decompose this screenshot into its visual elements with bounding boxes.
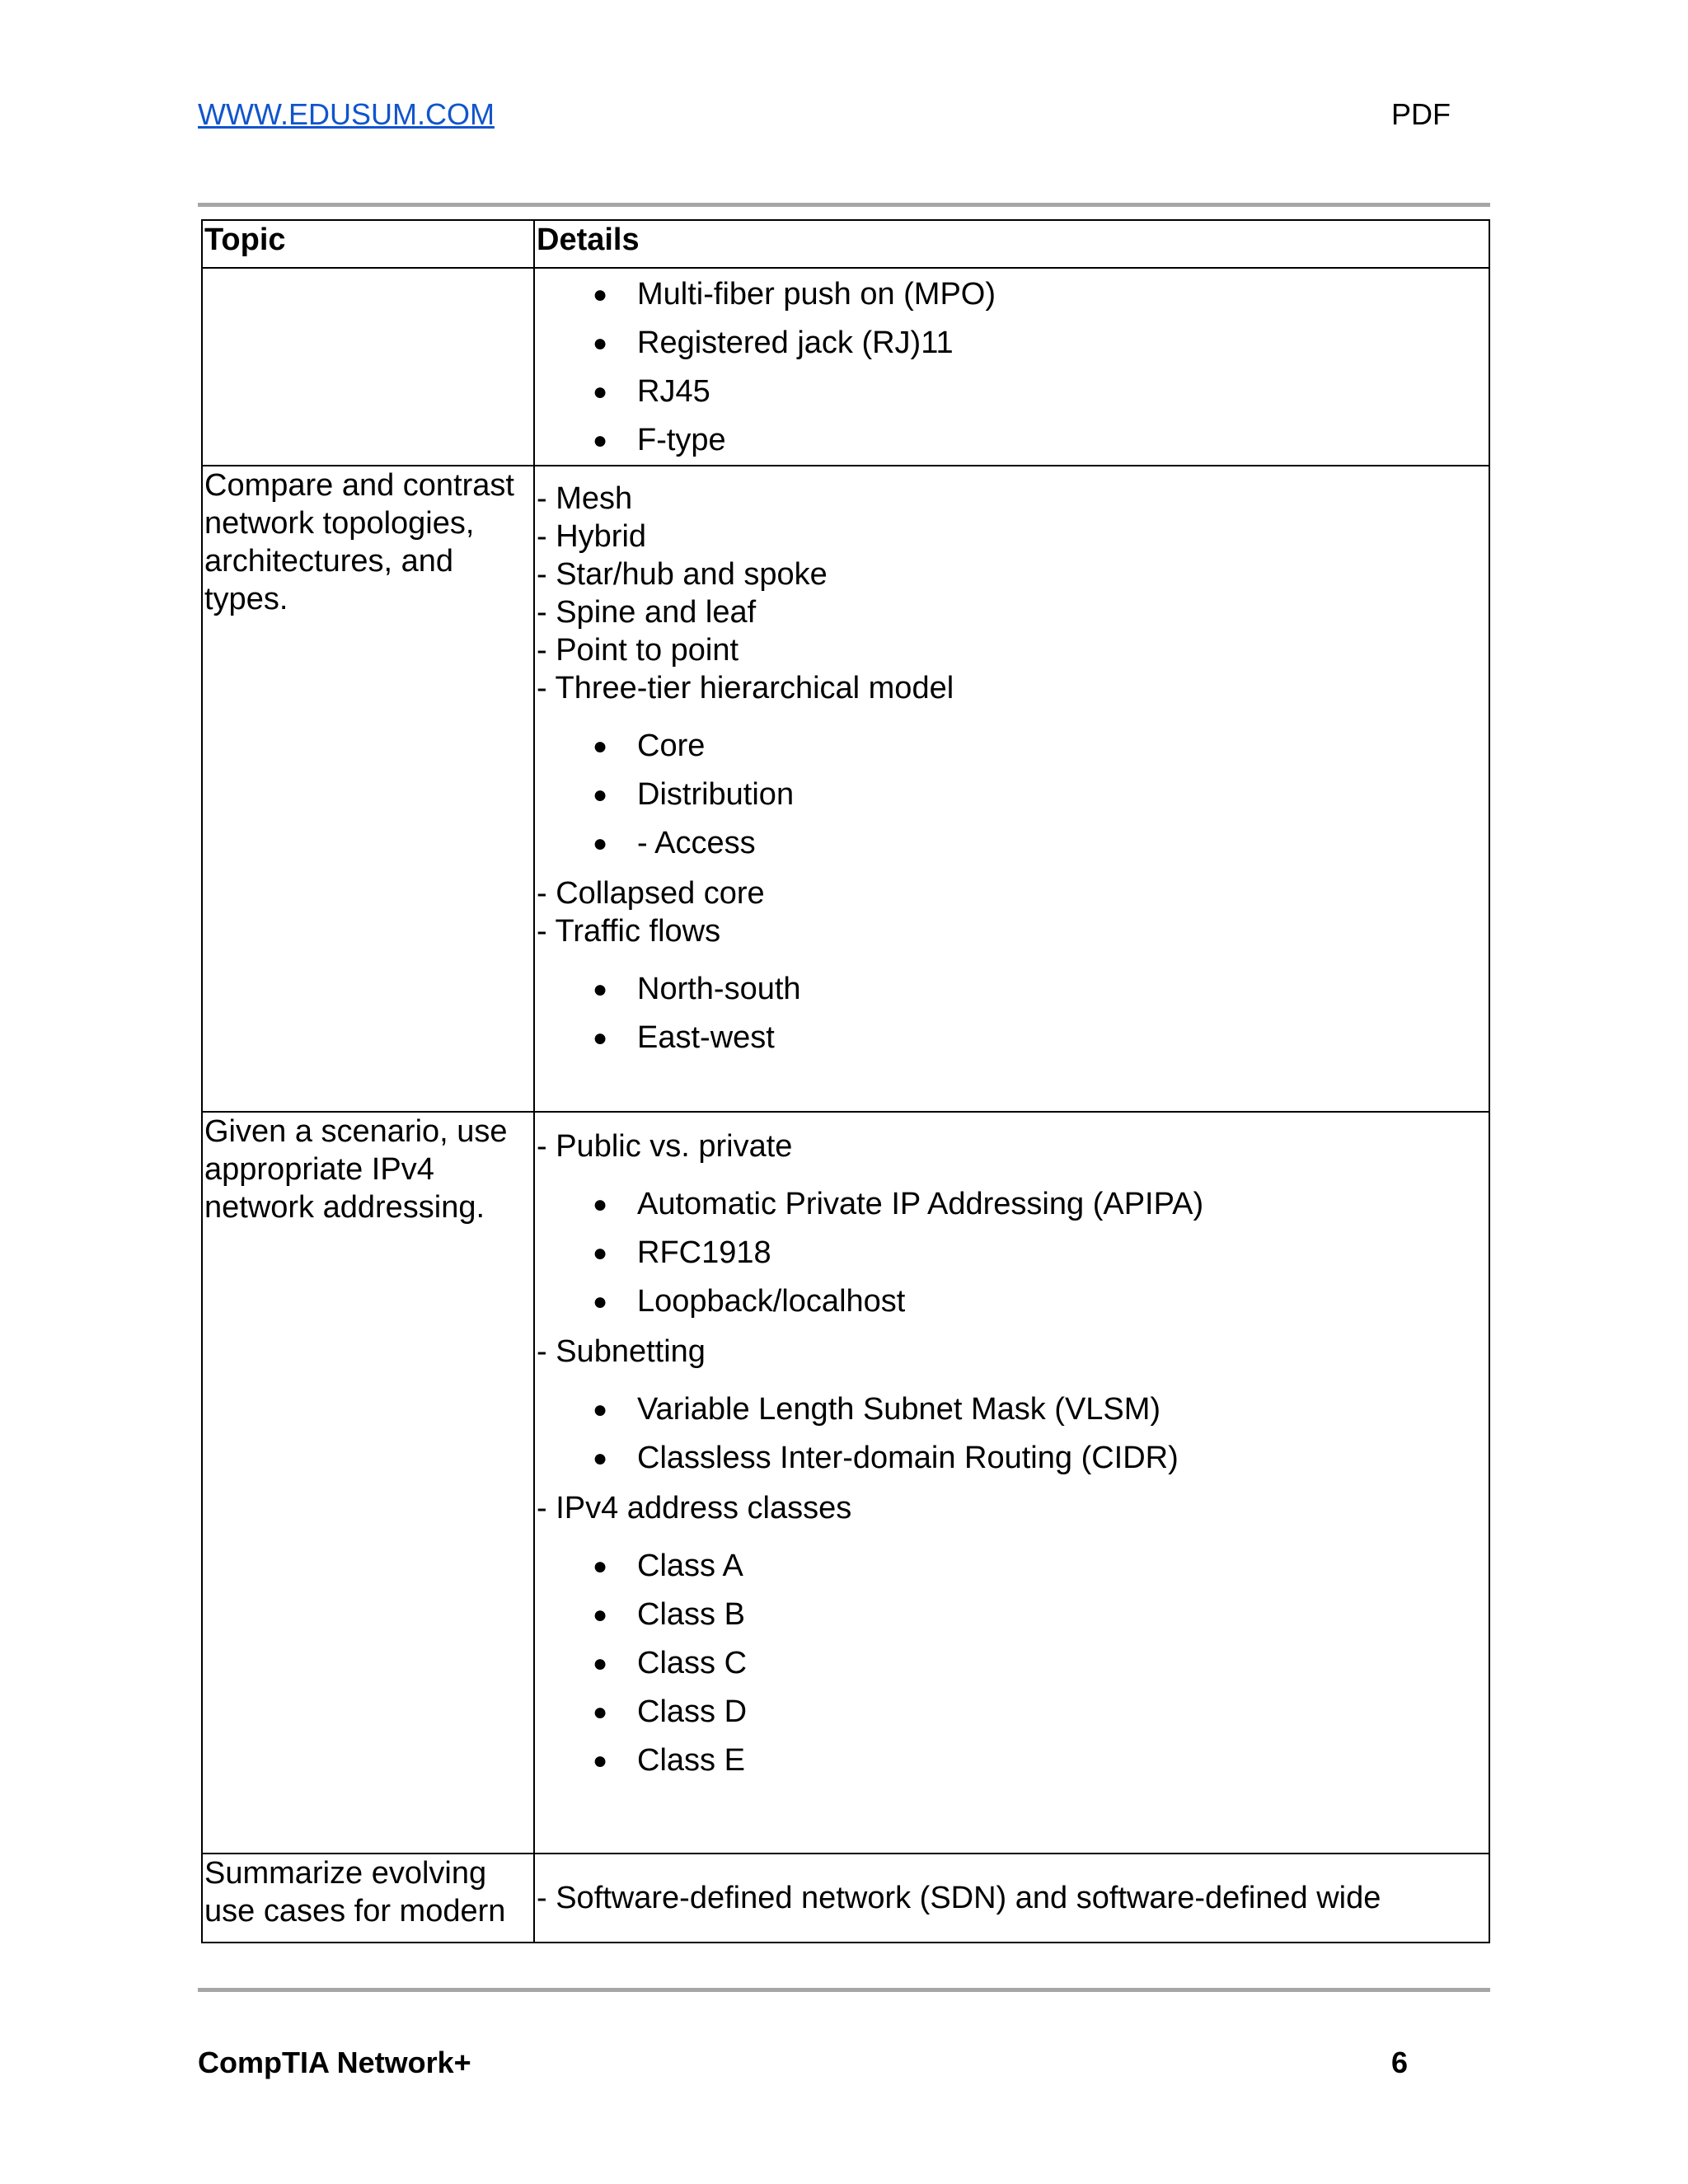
list-item: ● Class B xyxy=(537,1591,1489,1639)
bullet-icon: ● xyxy=(593,830,608,857)
bullet-icon: ● xyxy=(593,976,608,1003)
bullet-icon: ● xyxy=(593,1240,608,1267)
list-item: - Point to point xyxy=(537,633,739,668)
bullet-icon: ● xyxy=(593,1024,608,1052)
list-item: ● Registered jack (RJ)11 xyxy=(537,319,1489,368)
list-item: - Mesh xyxy=(537,481,633,516)
details-cell xyxy=(534,1854,1489,1943)
bullet-icon: ● xyxy=(593,1553,608,1580)
list-item: - IPv4 address classes xyxy=(537,1491,852,1526)
table-row xyxy=(202,1112,1489,1854)
bullet-icon: ● xyxy=(593,330,608,357)
list-item: ● Automatic Private IP Addressing (APIPA) xyxy=(537,1180,1489,1229)
doc-type-label: PDF xyxy=(1391,97,1451,131)
bullet-icon: ● xyxy=(593,1699,608,1726)
bullet-list xyxy=(537,1385,1489,1483)
list-item: ● Distribution xyxy=(537,771,1489,819)
list-item: ● RFC1918 xyxy=(537,1229,1489,1277)
list-item: ● Multi-fiber push on (MPO) xyxy=(537,270,1489,319)
list-item: - Software-defined network (SDN) and software-defined wide xyxy=(537,1881,1381,1915)
topic-cell: Given a scenario, use appropriate IPv4 network addressing. xyxy=(202,1112,534,1854)
list-item: ● Class A xyxy=(537,1542,1489,1591)
footer-divider xyxy=(198,1988,1490,1992)
list-item: ● Loopback/localhost xyxy=(537,1277,1489,1326)
list-item: ● North-south xyxy=(537,965,1489,1014)
list-item: - Traffic flows xyxy=(537,914,721,949)
syllabus-table xyxy=(201,219,1490,1943)
bullet-icon: ● xyxy=(593,281,608,308)
details-cell xyxy=(534,268,1489,466)
bullet-icon: ● xyxy=(593,1396,608,1423)
topic-cell xyxy=(202,268,534,466)
bullet-icon: ● xyxy=(593,1288,608,1315)
site-link[interactable]: WWW.EDUSUM.COM xyxy=(198,97,495,131)
list-item: ● Variable Length Subnet Mask (VLSM) xyxy=(537,1385,1489,1434)
list-item: ● RJ45 xyxy=(537,368,1489,416)
details-cell xyxy=(534,466,1489,1112)
footer-title: CompTIA Network+ xyxy=(198,2046,471,2079)
table-row xyxy=(202,466,1489,1112)
topic-cell: Compare and contrast network topologies, architectures, and types. xyxy=(202,466,534,1112)
table-row xyxy=(202,1854,1489,1943)
header-divider xyxy=(198,203,1490,207)
bullet-list xyxy=(537,270,1489,465)
bullet-list xyxy=(537,722,1489,868)
list-item: - Public vs. private xyxy=(537,1129,793,1164)
list-item: ● Classless Inter-domain Routing (CIDR) xyxy=(537,1434,1489,1483)
bullet-icon: ● xyxy=(593,1191,608,1218)
list-item: ● F-type xyxy=(537,416,1489,465)
list-item: - Spine and leaf xyxy=(537,595,757,630)
table-row xyxy=(202,268,1489,466)
header-details: Details xyxy=(534,220,1489,268)
bullet-list xyxy=(537,1180,1489,1326)
bullet-list xyxy=(537,1542,1489,1785)
list-item: ● Core xyxy=(537,722,1489,771)
bullet-list xyxy=(537,965,1489,1062)
page-number: 6 xyxy=(1391,2046,1409,2079)
list-item: - Star/hub and spoke xyxy=(537,557,828,592)
bullet-icon: ● xyxy=(593,781,608,808)
list-item: - Three-tier hierarchical model xyxy=(537,671,954,705)
bullet-icon: ● xyxy=(593,1650,608,1677)
bullet-icon: ● xyxy=(593,733,608,760)
list-item: ● Class D xyxy=(537,1688,1489,1736)
bullet-icon: ● xyxy=(593,378,608,405)
header-topic: Topic xyxy=(202,220,534,268)
topic-cell: Summarize evolving use cases for modern xyxy=(202,1854,534,1943)
list-item: - Subnetting xyxy=(537,1334,706,1369)
bullet-icon: ● xyxy=(593,1747,608,1774)
bullet-icon: ● xyxy=(593,1601,608,1629)
list-item: - Collapsed core xyxy=(537,876,765,911)
list-item: - Hybrid xyxy=(537,519,647,554)
list-item: ● Class C xyxy=(537,1639,1489,1688)
details-cell xyxy=(534,1112,1489,1854)
list-item: ● East-west xyxy=(537,1014,1489,1062)
bullet-icon: ● xyxy=(593,427,608,454)
table-header-row xyxy=(202,220,1489,268)
list-item: ● - Access xyxy=(537,819,1489,868)
list-item: ● Class E xyxy=(537,1736,1489,1785)
bullet-icon: ● xyxy=(593,1445,608,1472)
